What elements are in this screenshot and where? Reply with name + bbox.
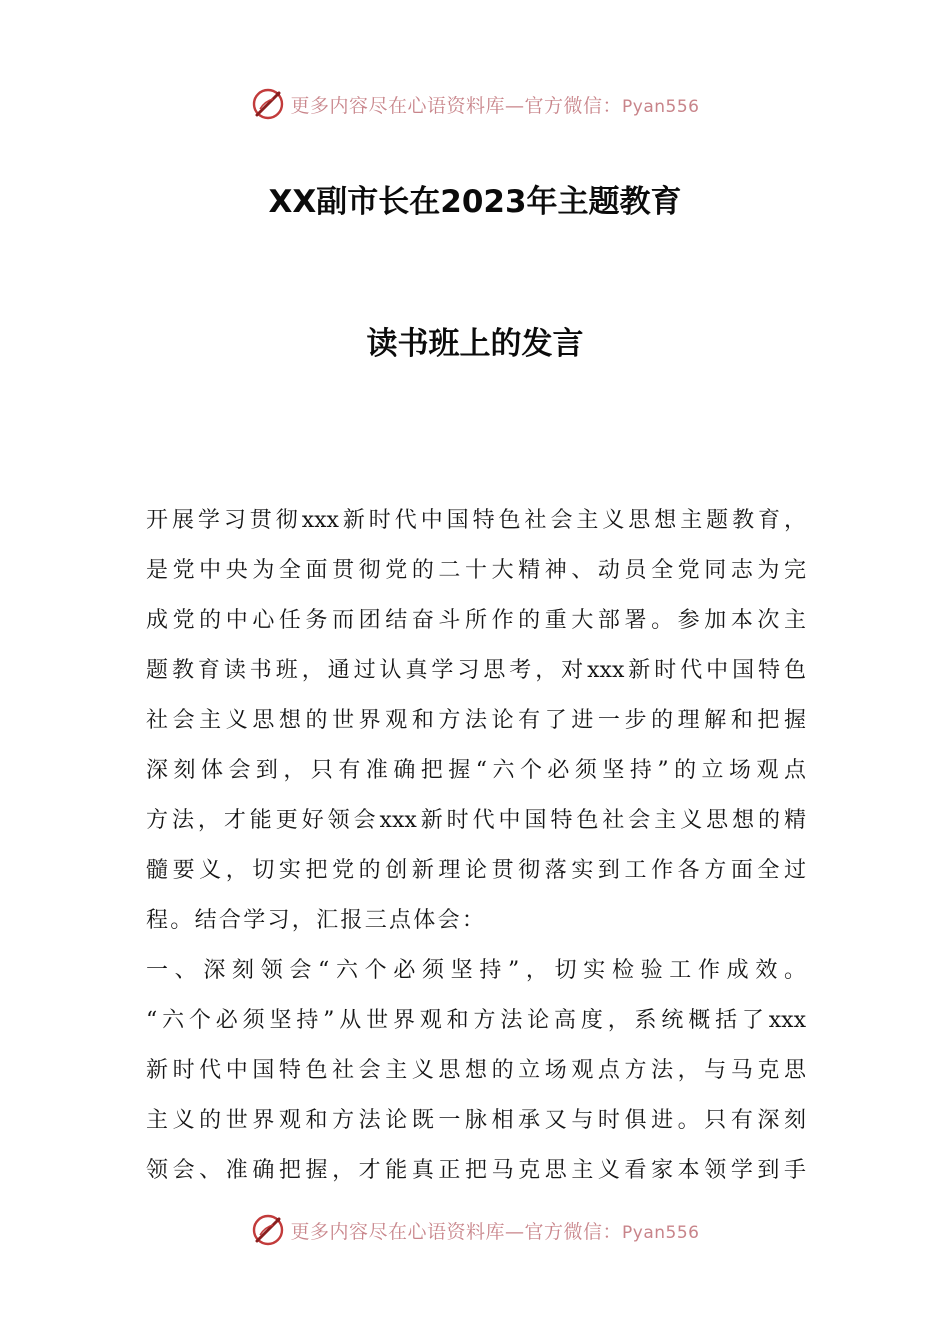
body-line: 主义的世界观和方法论既一脉相承又与时俱进。只有深刻	[146, 1108, 806, 1133]
watermark-banner-top	[0, 84, 950, 124]
watermark-label: 更多内容尽在心语资料库—官方微信：	[290, 1220, 623, 1243]
body-line: 成党的中心任务而团结奋斗所作的重大部署。参加本次主	[146, 608, 806, 633]
body-line: “六个必须坚持”从世界观和方法论高度，系统概括了xxx	[146, 1008, 806, 1033]
body-line: 深刻体会到，只有准确把握“六个必须坚持”的立场观点	[146, 758, 806, 783]
pen-logo-icon	[251, 87, 285, 121]
body-line: 领会、准确把握，才能真正把马克思主义看家本领学到手	[146, 1158, 806, 1183]
body-line: 程。结合学习，汇报三点体会：	[146, 908, 487, 933]
watermark-text-bottom	[291, 1217, 700, 1244]
pen-logo-icon	[251, 1213, 285, 1247]
body-line: 社会主义思想的世界观和方法论有了进一步的理解和把握	[146, 708, 806, 733]
body-line: 题教育读书班，通过认真学习思考，对xxx新时代中国特色	[146, 658, 806, 683]
document-body	[146, 496, 806, 1196]
section-heading: 一、深刻领会“六个必须坚持”，切实检验工作成效。	[146, 958, 806, 983]
body-line: 新时代中国特色社会主义思想的立场观点方法，与马克思	[146, 1058, 806, 1083]
watermark-wechat-id: Pyan556	[622, 96, 700, 117]
page-title-line-2: 读书班上的发言	[366, 326, 584, 362]
watermark-banner-bottom	[0, 1210, 950, 1250]
body-line: 髓要义，切实把党的创新理论贯彻落实到工作各方面全过	[146, 858, 806, 883]
page-title-line-1: XX副市长在2023年主题教育	[268, 184, 682, 220]
body-line: 是党中央为全面贯彻党的二十大精神、动员全党同志为完	[146, 558, 806, 583]
watermark-text-top	[291, 91, 700, 118]
body-line: 开展学习贯彻xxx新时代中国特色社会主义思想主题教育，	[146, 508, 806, 533]
body-line: 方法，才能更好领会xxx新时代中国特色社会主义思想的精	[146, 808, 806, 833]
watermark-wechat-id: Pyan556	[622, 1222, 700, 1243]
watermark-label: 更多内容尽在心语资料库—官方微信：	[290, 94, 623, 117]
